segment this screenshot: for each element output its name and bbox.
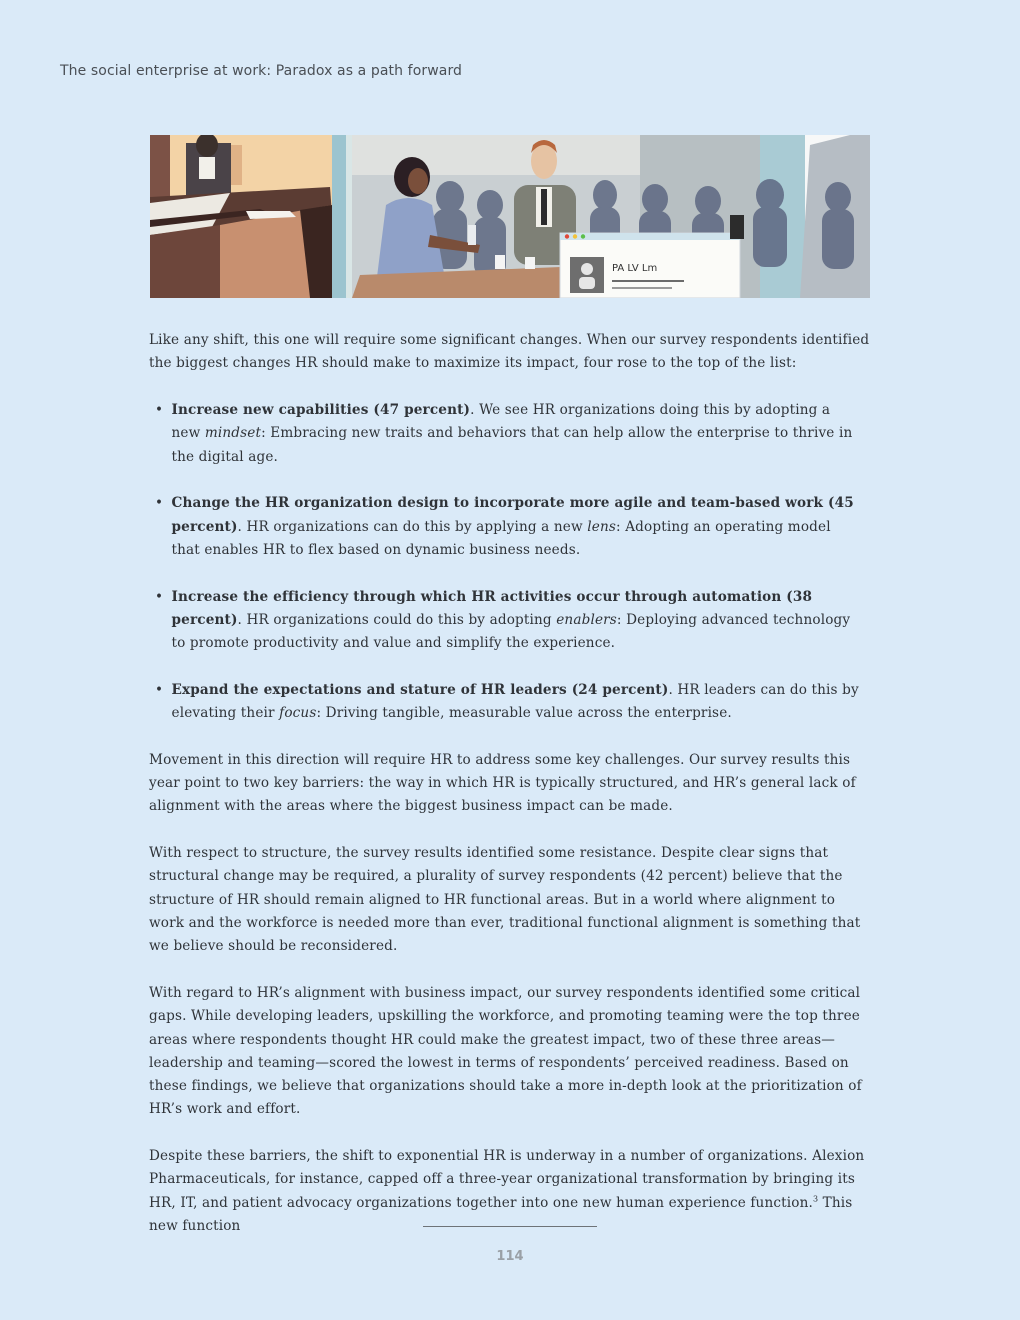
list-item	[149, 399, 871, 469]
article-body	[149, 329, 871, 1262]
list-item-text: : Driving tangible, measurable value across the enterprise.	[316, 705, 732, 722]
list-item-text: . HR organizations could do this by adopting	[237, 611, 557, 628]
structure-paragraph: With respect to structure, the survey results identified some resistance. Despite clear signs that structural change may be required, a plurality of survey respondents (42 percent) believe that the structure of HR should remain aligned to HR functional areas. But in a world where alignment to work and the workforce is needed more than ever, traditional functional alignment is something that we believe should be reconsidered.	[149, 845, 861, 955]
intro-paragraph: Like any shift, this one will require some significant changes. When our survey respondents identified the biggest changes HR should make to maximize its impact, four rose to the top of the list:	[149, 332, 870, 372]
list-item-lead: Increase the efficiency through which HR activities occur through automation (38 percent)	[171, 588, 813, 628]
movement-paragraph: Movement in this direction will require HR to address some key challenges. Our survey results this year point to two key barriers: the way in which HR is typically structured, and HR’s general lack of alignment with the areas where the biggest business impact can be made.	[149, 751, 856, 815]
list-item-emphasis: mindset	[204, 425, 262, 442]
list-item-text: . HR leaders can do this by elevating their	[171, 681, 859, 722]
list-item-text: : Embracing new traits and behaviors that can help allow the enterprise to thrive in the digital age.	[171, 425, 853, 465]
bullet-icon: •	[155, 681, 164, 698]
list-item-lead: Increase new capabilities (47 percent)	[171, 401, 471, 418]
list-item-emphasis: lens	[587, 518, 616, 535]
list-item-text: . HR organizations can do this by applying a new	[237, 518, 588, 535]
bullet-icon: •	[155, 401, 164, 418]
office-meeting-illustration	[150, 135, 870, 298]
list-item-text: : Adopting an operating model that enables HR to flex based on dynamic business needs.	[171, 518, 831, 558]
running-header: The social enterprise at work: Paradox as a path forward	[60, 63, 463, 79]
list-item-text: : Deploying advanced technology to promote productivity and value and simplify the experience.	[171, 611, 851, 652]
alexion-text-tail: This new function	[149, 1194, 853, 1235]
bullet-icon: •	[155, 495, 164, 512]
list-item-emphasis: enablers	[556, 611, 617, 628]
list-item-emphasis: focus	[279, 705, 317, 722]
footer-divider	[423, 1226, 597, 1227]
list-item-lead: Expand the expectations and stature of HR leaders (24 percent)	[171, 681, 669, 698]
list-item-text: . We see HR organizations doing this by adopting a new	[171, 401, 831, 442]
alexion-paragraph	[149, 1145, 871, 1238]
bullet-icon: •	[155, 588, 164, 605]
screen-label: PA LV Lm	[612, 263, 658, 274]
footnote-ref[interactable]: 3	[812, 1194, 819, 1204]
list-item	[149, 586, 871, 656]
page-number: 114	[496, 1249, 524, 1264]
priority-list	[149, 399, 871, 725]
list-item	[149, 679, 871, 726]
list-item-lead: Change the HR organization design to incorporate more agile and team-based work (45 percent)	[171, 495, 854, 535]
alexion-text: Despite these barriers, the shift to exponential HR is underway in a number of organizations. Alexion Pharmaceuticals, for instance, capped off a three-year organizational transformation by bringing its HR, IT, and patient advocacy organizations together into one new human experience function.	[149, 1148, 865, 1211]
alignment-paragraph: With regard to HR’s alignment with business impact, our survey respondents identified some critical gaps. While developing leaders, upskilling the workforce, and promoting teaming were the top three areas where respondents thought HR could make the greatest impact, two of these three areas—leadership and teaming—scored the lowest in terms of respondents’ perceived readiness. Based on these findings, we believe that organizations should take a more in-depth look at the prioritization of HR’s work and effort.	[149, 984, 862, 1118]
list-item	[149, 492, 871, 562]
